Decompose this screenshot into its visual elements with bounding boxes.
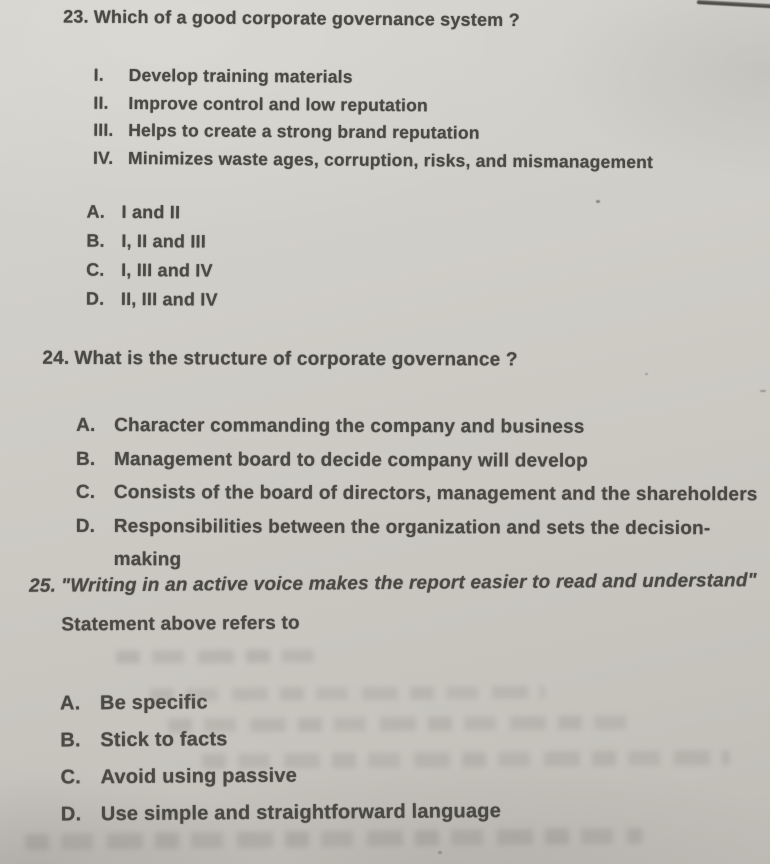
adjacent-page-edge bbox=[697, 0, 770, 8]
option-label: C. bbox=[86, 259, 105, 280]
option-label: B. bbox=[86, 230, 105, 251]
option-24-a bbox=[76, 409, 770, 445]
option-label: C. bbox=[60, 766, 82, 789]
question-quote-text: "Writing in an active voice makes the report easier to read and understand" bbox=[61, 570, 757, 597]
bleed-through-text bbox=[116, 649, 321, 663]
paper-speck bbox=[596, 200, 600, 203]
statement-text: Minimizes waste ages, corruption, risks, and mismanagement bbox=[127, 147, 654, 172]
option-label: A. bbox=[86, 201, 106, 222]
option-label: B. bbox=[60, 729, 81, 752]
option-24-c bbox=[76, 476, 770, 512]
statement-label: I. bbox=[93, 64, 104, 85]
paper-speck bbox=[760, 390, 766, 392]
statement-text: Develop training materials bbox=[128, 64, 353, 87]
paper-speck bbox=[438, 851, 442, 854]
statement-iv bbox=[93, 144, 770, 177]
statement-label: III. bbox=[93, 119, 114, 140]
option-text: I, III and IV bbox=[121, 259, 213, 281]
option-label: A. bbox=[59, 692, 81, 715]
option-label: D. bbox=[75, 515, 96, 537]
option-label: A. bbox=[76, 414, 96, 436]
option-text: Consists of the board of directors, management and the shareholders bbox=[113, 482, 758, 506]
question-23 bbox=[0, 5, 770, 319]
question-25-heading bbox=[29, 569, 769, 598]
option-text: Responsibilities between the organization and sets the decision-making bbox=[113, 515, 711, 571]
question-text: Which of a good corporate governance system ? bbox=[93, 6, 520, 31]
option-text: Character commanding the company and business bbox=[114, 415, 585, 438]
option-text: II, III and IV bbox=[120, 288, 218, 310]
option-text: Avoid using passive bbox=[100, 764, 298, 789]
option-label: B. bbox=[75, 448, 96, 470]
option-23-d bbox=[86, 285, 769, 319]
question-25 bbox=[0, 569, 770, 834]
question-23-options bbox=[0, 197, 770, 319]
question-24-heading bbox=[42, 347, 770, 373]
statement-label: IV. bbox=[92, 147, 114, 168]
option-label: D. bbox=[85, 288, 105, 309]
question-23-heading bbox=[63, 5, 770, 33]
statement-label: II. bbox=[93, 92, 109, 113]
question-24 bbox=[0, 347, 770, 579]
option-text: I, II and III bbox=[121, 230, 207, 252]
paper-speck bbox=[645, 373, 648, 375]
question-number: 25. bbox=[29, 575, 57, 597]
bleed-through-text bbox=[150, 686, 545, 702]
question-25-subtext: Statement above refers to bbox=[61, 612, 300, 636]
question-number: 23. bbox=[63, 6, 89, 27]
option-label: D. bbox=[60, 803, 82, 826]
option-25-d bbox=[61, 791, 770, 834]
question-number: 24. bbox=[42, 347, 70, 369]
question-23-statements bbox=[0, 61, 770, 177]
question-24-options bbox=[0, 409, 770, 579]
question-text: What is the structure of corporate governance ? bbox=[74, 347, 518, 371]
option-text: Be specific bbox=[99, 691, 208, 715]
option-text: Management board to decide company will develop bbox=[113, 448, 588, 472]
option-text: Use simple and straightforward language bbox=[100, 800, 502, 826]
statement-text: Helps to create a strong brand reputation bbox=[128, 119, 480, 143]
option-label: C. bbox=[75, 481, 96, 503]
statement-text: Improve control and low reputation bbox=[128, 92, 428, 115]
option-text: Stick to facts bbox=[100, 728, 228, 752]
option-24-d bbox=[76, 509, 770, 578]
option-text: I and II bbox=[121, 201, 181, 223]
option-24-b bbox=[76, 442, 770, 478]
